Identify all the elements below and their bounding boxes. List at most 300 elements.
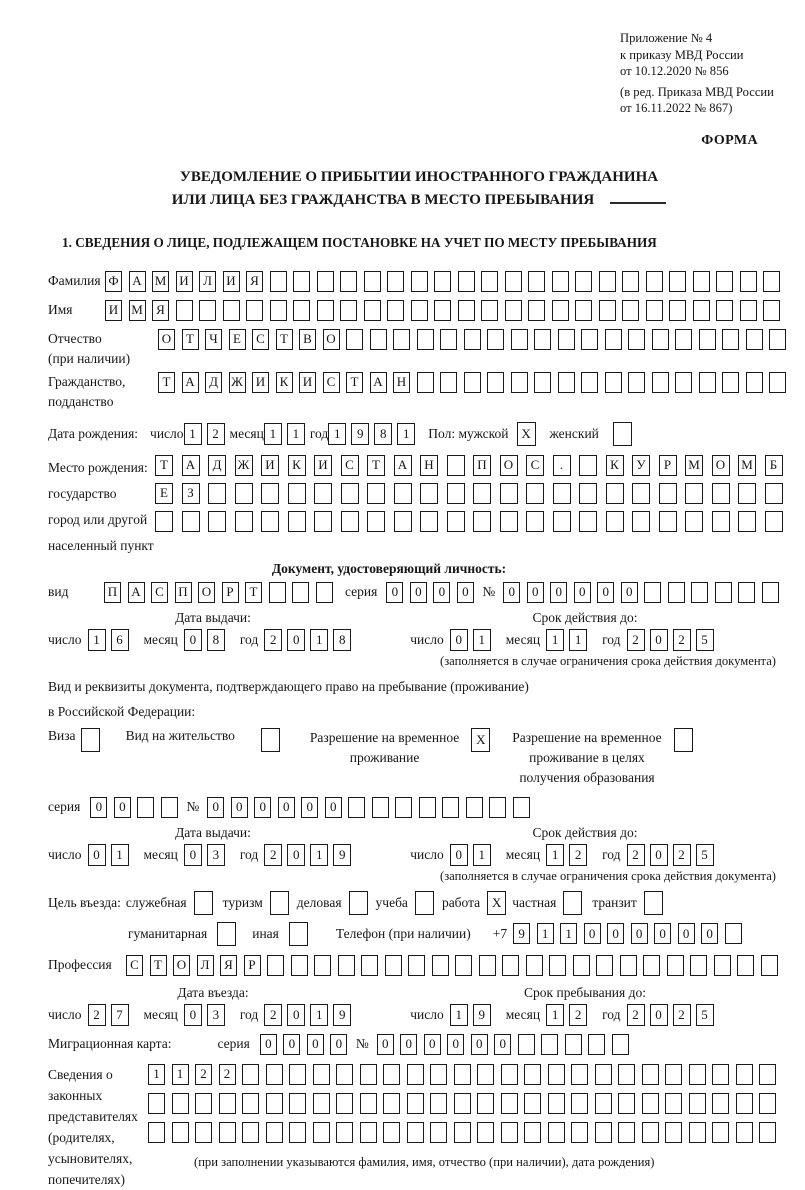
- char-cell[interactable]: [420, 483, 438, 504]
- char-cell[interactable]: [477, 1093, 494, 1114]
- char-cell[interactable]: [691, 582, 708, 603]
- char-cell[interactable]: [208, 483, 226, 504]
- char-cell[interactable]: [712, 511, 730, 532]
- char-cell[interactable]: [407, 1122, 424, 1143]
- char-cell[interactable]: 7: [111, 1004, 129, 1026]
- char-cell[interactable]: [473, 483, 491, 504]
- char-cell[interactable]: [501, 1122, 518, 1143]
- char-cell[interactable]: [548, 1064, 565, 1085]
- char-cell[interactable]: [579, 483, 597, 504]
- char-cell[interactable]: X: [517, 422, 536, 446]
- char-cell[interactable]: В: [299, 329, 316, 350]
- char-cell[interactable]: [746, 372, 763, 393]
- char-cell[interactable]: 0: [114, 797, 131, 818]
- char-cell[interactable]: [266, 1122, 283, 1143]
- char-cell[interactable]: [501, 1093, 518, 1114]
- char-cell[interactable]: 6: [111, 629, 129, 651]
- char-cell[interactable]: [652, 372, 669, 393]
- char-cell[interactable]: [364, 300, 381, 321]
- char-cell[interactable]: [665, 1064, 682, 1085]
- char-cell[interactable]: [526, 483, 544, 504]
- char-cell[interactable]: [579, 511, 597, 532]
- char-cell[interactable]: Р: [222, 582, 239, 603]
- char-cell[interactable]: [500, 483, 518, 504]
- char-cell[interactable]: [415, 891, 434, 915]
- char-cell[interactable]: 9: [513, 923, 530, 944]
- char-cell[interactable]: [316, 582, 333, 603]
- char-cell[interactable]: 0: [621, 582, 638, 603]
- char-cell[interactable]: [644, 582, 661, 603]
- char-cell[interactable]: [524, 1122, 541, 1143]
- char-cell[interactable]: Т: [276, 329, 293, 350]
- char-cell[interactable]: [458, 300, 475, 321]
- char-cell[interactable]: [500, 511, 518, 532]
- char-cell[interactable]: [223, 300, 240, 321]
- char-cell[interactable]: 1: [546, 629, 564, 651]
- char-cell[interactable]: 1: [397, 423, 415, 445]
- char-cell[interactable]: [208, 511, 226, 532]
- char-cell[interactable]: [643, 955, 660, 976]
- char-cell[interactable]: [434, 271, 451, 292]
- char-cell[interactable]: [595, 1093, 612, 1114]
- char-cell[interactable]: 1: [310, 844, 328, 866]
- char-cell[interactable]: 0: [650, 844, 668, 866]
- char-cell[interactable]: [685, 483, 703, 504]
- char-cell[interactable]: 2: [264, 629, 282, 651]
- char-cell[interactable]: 2: [627, 844, 645, 866]
- char-cell[interactable]: И: [299, 372, 316, 393]
- char-cell[interactable]: С: [151, 582, 168, 603]
- char-cell[interactable]: [288, 483, 306, 504]
- char-cell[interactable]: П: [473, 455, 491, 476]
- char-cell[interactable]: 2: [264, 1004, 282, 1026]
- char-cell[interactable]: [447, 455, 465, 476]
- char-cell[interactable]: [370, 329, 387, 350]
- char-cell[interactable]: [289, 922, 308, 946]
- char-cell[interactable]: 3: [207, 844, 225, 866]
- char-cell[interactable]: [360, 1064, 377, 1085]
- char-cell[interactable]: [644, 891, 663, 915]
- char-cell[interactable]: У: [632, 455, 650, 476]
- char-cell[interactable]: [161, 797, 178, 818]
- char-cell[interactable]: [642, 1122, 659, 1143]
- char-cell[interactable]: 0: [287, 844, 305, 866]
- char-cell[interactable]: П: [104, 582, 121, 603]
- char-cell[interactable]: Н: [420, 455, 438, 476]
- char-cell[interactable]: [360, 1122, 377, 1143]
- char-cell[interactable]: [473, 511, 491, 532]
- char-cell[interactable]: [291, 955, 308, 976]
- char-cell[interactable]: О: [198, 582, 215, 603]
- char-cell[interactable]: 1: [88, 629, 106, 651]
- char-cell[interactable]: 0: [607, 923, 624, 944]
- char-cell[interactable]: [155, 511, 173, 532]
- char-cell[interactable]: [712, 1093, 729, 1114]
- char-cell[interactable]: Т: [155, 455, 173, 476]
- char-cell[interactable]: [646, 271, 663, 292]
- char-cell[interactable]: [746, 329, 763, 350]
- char-cell[interactable]: [714, 955, 731, 976]
- char-cell[interactable]: [595, 1064, 612, 1085]
- char-cell[interactable]: [573, 955, 590, 976]
- char-cell[interactable]: [148, 1093, 165, 1114]
- char-cell[interactable]: Р: [659, 455, 677, 476]
- char-cell[interactable]: [558, 329, 575, 350]
- char-cell[interactable]: [267, 955, 284, 976]
- char-cell[interactable]: 0: [433, 582, 450, 603]
- char-cell[interactable]: [595, 1122, 612, 1143]
- char-cell[interactable]: [176, 300, 193, 321]
- char-cell[interactable]: 0: [307, 1034, 324, 1055]
- char-cell[interactable]: [289, 1093, 306, 1114]
- char-cell[interactable]: [383, 1093, 400, 1114]
- char-cell[interactable]: [341, 511, 359, 532]
- char-cell[interactable]: [736, 1093, 753, 1114]
- char-cell[interactable]: 1: [310, 1004, 328, 1026]
- char-cell[interactable]: [736, 1064, 753, 1085]
- char-cell[interactable]: [558, 372, 575, 393]
- char-cell[interactable]: [628, 372, 645, 393]
- char-cell[interactable]: [605, 329, 622, 350]
- char-cell[interactable]: [430, 1122, 447, 1143]
- char-cell[interactable]: [481, 271, 498, 292]
- char-cell[interactable]: [317, 300, 334, 321]
- char-cell[interactable]: [289, 1064, 306, 1085]
- char-cell[interactable]: А: [182, 372, 199, 393]
- char-cell[interactable]: Д: [205, 372, 222, 393]
- char-cell[interactable]: 0: [450, 629, 468, 651]
- char-cell[interactable]: [579, 455, 597, 476]
- char-cell[interactable]: Т: [346, 372, 363, 393]
- char-cell[interactable]: [447, 511, 465, 532]
- char-cell[interactable]: [137, 797, 154, 818]
- char-cell[interactable]: 1: [111, 844, 129, 866]
- char-cell[interactable]: Л: [199, 271, 216, 292]
- char-cell[interactable]: [364, 271, 381, 292]
- char-cell[interactable]: [652, 329, 669, 350]
- char-cell[interactable]: [505, 271, 522, 292]
- char-cell[interactable]: [632, 483, 650, 504]
- char-cell[interactable]: [266, 1093, 283, 1114]
- char-cell[interactable]: [454, 1064, 471, 1085]
- char-cell[interactable]: 2: [207, 423, 225, 445]
- char-cell[interactable]: Е: [229, 329, 246, 350]
- char-cell[interactable]: 0: [503, 582, 520, 603]
- char-cell[interactable]: [383, 1122, 400, 1143]
- char-cell[interactable]: 8: [207, 629, 225, 651]
- char-cell[interactable]: 2: [569, 1004, 587, 1026]
- char-cell[interactable]: [411, 300, 428, 321]
- char-cell[interactable]: [199, 300, 216, 321]
- char-cell[interactable]: [289, 1122, 306, 1143]
- char-cell[interactable]: [513, 797, 530, 818]
- char-cell[interactable]: [632, 511, 650, 532]
- char-cell[interactable]: [528, 300, 545, 321]
- char-cell[interactable]: 1: [569, 629, 587, 651]
- char-cell[interactable]: И: [314, 455, 332, 476]
- char-cell[interactable]: Ж: [235, 455, 253, 476]
- char-cell[interactable]: [172, 1093, 189, 1114]
- char-cell[interactable]: С: [526, 455, 544, 476]
- char-cell[interactable]: 5: [696, 844, 714, 866]
- char-cell[interactable]: 1: [328, 423, 346, 445]
- char-cell[interactable]: [420, 511, 438, 532]
- char-cell[interactable]: [417, 329, 434, 350]
- char-cell[interactable]: [759, 1064, 776, 1085]
- char-cell[interactable]: 1: [172, 1064, 189, 1085]
- char-cell[interactable]: [292, 582, 309, 603]
- char-cell[interactable]: Я: [152, 300, 169, 321]
- char-cell[interactable]: 0: [301, 797, 318, 818]
- char-cell[interactable]: [501, 1064, 518, 1085]
- char-cell[interactable]: 0: [650, 629, 668, 651]
- char-cell[interactable]: К: [288, 455, 306, 476]
- char-cell[interactable]: [442, 797, 459, 818]
- char-cell[interactable]: И: [261, 455, 279, 476]
- char-cell[interactable]: [367, 511, 385, 532]
- char-cell[interactable]: 1: [310, 629, 328, 651]
- char-cell[interactable]: [440, 329, 457, 350]
- char-cell[interactable]: [571, 1064, 588, 1085]
- char-cell[interactable]: [270, 300, 287, 321]
- char-cell[interactable]: [740, 271, 757, 292]
- char-cell[interactable]: [581, 329, 598, 350]
- char-cell[interactable]: [588, 1034, 605, 1055]
- char-cell[interactable]: [622, 300, 639, 321]
- char-cell[interactable]: [693, 300, 710, 321]
- char-cell[interactable]: [759, 1122, 776, 1143]
- char-cell[interactable]: 0: [631, 923, 648, 944]
- char-cell[interactable]: [669, 271, 686, 292]
- char-cell[interactable]: И: [105, 300, 122, 321]
- char-cell[interactable]: [693, 271, 710, 292]
- char-cell[interactable]: [715, 582, 732, 603]
- char-cell[interactable]: 2: [673, 844, 691, 866]
- char-cell[interactable]: [454, 1122, 471, 1143]
- char-cell[interactable]: 0: [410, 582, 427, 603]
- char-cell[interactable]: [552, 271, 569, 292]
- char-cell[interactable]: 0: [654, 923, 671, 944]
- char-cell[interactable]: М: [129, 300, 146, 321]
- char-cell[interactable]: Т: [367, 455, 385, 476]
- char-cell[interactable]: [738, 582, 755, 603]
- char-cell[interactable]: 9: [333, 844, 351, 866]
- char-cell[interactable]: [219, 1122, 236, 1143]
- char-cell[interactable]: [464, 372, 481, 393]
- char-cell[interactable]: [261, 511, 279, 532]
- char-cell[interactable]: [738, 511, 756, 532]
- char-cell[interactable]: [338, 955, 355, 976]
- char-cell[interactable]: [195, 1122, 212, 1143]
- char-cell[interactable]: [675, 329, 692, 350]
- char-cell[interactable]: [261, 483, 279, 504]
- char-cell[interactable]: [313, 1093, 330, 1114]
- char-cell[interactable]: [242, 1064, 259, 1085]
- char-cell[interactable]: [759, 1093, 776, 1114]
- char-cell[interactable]: 1: [450, 1004, 468, 1026]
- char-cell[interactable]: [217, 922, 236, 946]
- char-cell[interactable]: [606, 511, 624, 532]
- char-cell[interactable]: [524, 1093, 541, 1114]
- char-cell[interactable]: 0: [254, 797, 271, 818]
- char-cell[interactable]: [769, 372, 786, 393]
- char-cell[interactable]: [548, 1093, 565, 1114]
- char-cell[interactable]: [340, 300, 357, 321]
- char-cell[interactable]: [725, 923, 742, 944]
- char-cell[interactable]: М: [152, 271, 169, 292]
- char-cell[interactable]: [575, 271, 592, 292]
- char-cell[interactable]: [511, 329, 528, 350]
- char-cell[interactable]: [261, 728, 280, 752]
- char-cell[interactable]: [668, 582, 685, 603]
- char-cell[interactable]: 1: [148, 1064, 165, 1085]
- char-cell[interactable]: [722, 372, 739, 393]
- char-cell[interactable]: [182, 511, 200, 532]
- char-cell[interactable]: Я: [246, 271, 263, 292]
- char-cell[interactable]: [383, 1064, 400, 1085]
- char-cell[interactable]: [763, 271, 780, 292]
- char-cell[interactable]: [528, 271, 545, 292]
- char-cell[interactable]: С: [126, 955, 143, 976]
- char-cell[interactable]: [481, 300, 498, 321]
- char-cell[interactable]: .: [553, 455, 571, 476]
- char-cell[interactable]: 0: [283, 1034, 300, 1055]
- char-cell[interactable]: 0: [550, 582, 567, 603]
- char-cell[interactable]: 9: [473, 1004, 491, 1026]
- char-cell[interactable]: [394, 511, 412, 532]
- char-cell[interactable]: [762, 582, 779, 603]
- char-cell[interactable]: 0: [457, 582, 474, 603]
- char-cell[interactable]: Р: [244, 955, 261, 976]
- char-cell[interactable]: 2: [195, 1064, 212, 1085]
- char-cell[interactable]: [618, 1122, 635, 1143]
- char-cell[interactable]: [665, 1093, 682, 1114]
- char-cell[interactable]: X: [471, 728, 490, 752]
- char-cell[interactable]: Д: [208, 455, 226, 476]
- char-cell[interactable]: [411, 271, 428, 292]
- char-cell[interactable]: П: [175, 582, 192, 603]
- char-cell[interactable]: [502, 955, 519, 976]
- char-cell[interactable]: О: [323, 329, 340, 350]
- char-cell[interactable]: [270, 891, 289, 915]
- char-cell[interactable]: 9: [333, 1004, 351, 1026]
- char-cell[interactable]: [761, 955, 778, 976]
- char-cell[interactable]: [288, 511, 306, 532]
- char-cell[interactable]: [524, 1064, 541, 1085]
- char-cell[interactable]: С: [252, 329, 269, 350]
- char-cell[interactable]: [479, 955, 496, 976]
- char-cell[interactable]: [599, 300, 616, 321]
- char-cell[interactable]: 0: [88, 844, 106, 866]
- char-cell[interactable]: Ч: [205, 329, 222, 350]
- char-cell[interactable]: А: [394, 455, 412, 476]
- char-cell[interactable]: 2: [673, 1004, 691, 1026]
- char-cell[interactable]: [394, 483, 412, 504]
- char-cell[interactable]: 0: [386, 582, 403, 603]
- char-cell[interactable]: [712, 483, 730, 504]
- char-cell[interactable]: 8: [374, 423, 392, 445]
- char-cell[interactable]: X: [487, 891, 506, 915]
- char-cell[interactable]: [553, 511, 571, 532]
- char-cell[interactable]: 0: [278, 797, 295, 818]
- char-cell[interactable]: [675, 372, 692, 393]
- char-cell[interactable]: 0: [584, 923, 601, 944]
- char-cell[interactable]: [172, 1122, 189, 1143]
- char-cell[interactable]: 0: [701, 923, 718, 944]
- char-cell[interactable]: И: [252, 372, 269, 393]
- char-cell[interactable]: [341, 483, 359, 504]
- char-cell[interactable]: [395, 797, 412, 818]
- char-cell[interactable]: 2: [627, 1004, 645, 1026]
- char-cell[interactable]: 1: [287, 423, 305, 445]
- char-cell[interactable]: О: [712, 455, 730, 476]
- char-cell[interactable]: [605, 372, 622, 393]
- char-cell[interactable]: [349, 891, 368, 915]
- char-cell[interactable]: 3: [207, 1004, 225, 1026]
- char-cell[interactable]: О: [158, 329, 175, 350]
- char-cell[interactable]: [317, 271, 334, 292]
- char-cell[interactable]: [269, 582, 286, 603]
- char-cell[interactable]: [620, 955, 637, 976]
- char-cell[interactable]: 0: [184, 1004, 202, 1026]
- char-cell[interactable]: [336, 1093, 353, 1114]
- char-cell[interactable]: [659, 483, 677, 504]
- char-cell[interactable]: [314, 955, 331, 976]
- char-cell[interactable]: [618, 1064, 635, 1085]
- char-cell[interactable]: [385, 955, 402, 976]
- char-cell[interactable]: [690, 955, 707, 976]
- char-cell[interactable]: [313, 1122, 330, 1143]
- char-cell[interactable]: [447, 483, 465, 504]
- char-cell[interactable]: [464, 329, 481, 350]
- char-cell[interactable]: [242, 1093, 259, 1114]
- char-cell[interactable]: 0: [527, 582, 544, 603]
- char-cell[interactable]: М: [685, 455, 703, 476]
- char-cell[interactable]: [763, 300, 780, 321]
- char-cell[interactable]: [458, 271, 475, 292]
- char-cell[interactable]: [348, 797, 365, 818]
- char-cell[interactable]: [466, 797, 483, 818]
- char-cell[interactable]: [455, 955, 472, 976]
- char-cell[interactable]: [565, 1034, 582, 1055]
- char-cell[interactable]: [518, 1034, 535, 1055]
- char-cell[interactable]: 1: [546, 844, 564, 866]
- char-cell[interactable]: [613, 422, 632, 446]
- char-cell[interactable]: 2: [673, 629, 691, 651]
- char-cell[interactable]: [534, 329, 551, 350]
- char-cell[interactable]: Л: [197, 955, 214, 976]
- char-cell[interactable]: [571, 1122, 588, 1143]
- char-cell[interactable]: 0: [377, 1034, 394, 1055]
- char-cell[interactable]: 0: [184, 629, 202, 651]
- char-cell[interactable]: [270, 271, 287, 292]
- char-cell[interactable]: [606, 483, 624, 504]
- char-cell[interactable]: 1: [473, 629, 491, 651]
- char-cell[interactable]: [689, 1122, 706, 1143]
- char-cell[interactable]: [487, 372, 504, 393]
- char-cell[interactable]: [552, 300, 569, 321]
- char-cell[interactable]: [534, 372, 551, 393]
- char-cell[interactable]: [293, 300, 310, 321]
- char-cell[interactable]: К: [606, 455, 624, 476]
- char-cell[interactable]: Т: [158, 372, 175, 393]
- char-cell[interactable]: [419, 797, 436, 818]
- char-cell[interactable]: 1: [264, 423, 282, 445]
- char-cell[interactable]: [575, 300, 592, 321]
- char-cell[interactable]: [765, 483, 783, 504]
- char-cell[interactable]: 0: [678, 923, 695, 944]
- char-cell[interactable]: [387, 300, 404, 321]
